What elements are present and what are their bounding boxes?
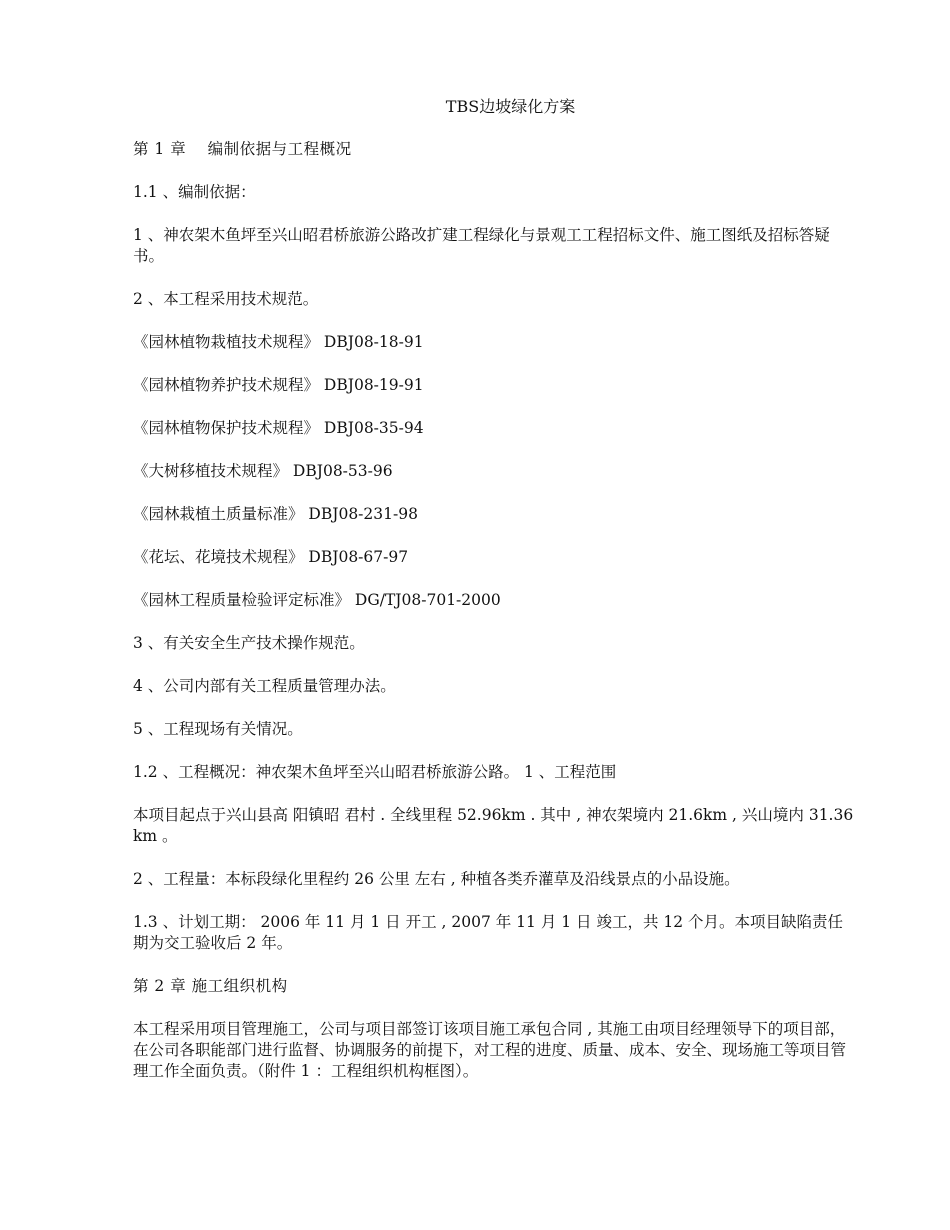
scope-paragraph: 本项目起点于兴山县高 阳镇昭 君村 . 全线里程 52.96km . 其中 , 神农架境内 21.6km , 兴山境内 31.36km 。: [133, 806, 854, 845]
basis-item-1: 1 、神农架木鱼坪至兴山昭君桥旅游公路改扩建工程绿化与景观工工程招标文件、施工图纸及招标答疑书。: [133, 226, 830, 265]
standard-item: 《园林植物养护技术规程》 DBJ08-19-91: [133, 376, 424, 394]
section-1-1-heading: 1.1 、编制依据：: [133, 183, 256, 201]
standard-item: 《花坛、花境技术规程》 DBJ08-67-97: [133, 548, 409, 566]
basis-item-2: 2 、本工程采用技术规范。: [133, 290, 319, 308]
section-1-2-heading: 1.2 、工程概况：神农架木鱼坪至兴山昭君桥旅游公路。 1 、工程范围: [133, 763, 617, 781]
chapter-1-heading: 第 1 章 编制依据与工程概况: [133, 140, 352, 158]
chapter-2-paragraph: 本工程采用项目管理施工，公司与项目部签订该项目施工承包合同 , 其施工由项目经理领导下的项目部，在公司各职能部门进行监督、协调服务的前提下，对工程的进度、质量、成本、安全、现场施工等项目管理工作全面负责。（附件 1 ：工程组织机构框图）。: [133, 1020, 847, 1080]
standard-item: 《园林植物栽植技术规程》 DBJ08-18-91: [133, 333, 424, 351]
document-title: TBS边坡绿化方案: [445, 97, 576, 116]
basis-item-3: 3 、有关安全生产技术操作规范。: [133, 634, 365, 652]
basis-item-5: 5 、工程现场有关情况。: [133, 720, 303, 738]
standard-item: 《园林栽植土质量标准》 DBJ08-231-98: [133, 505, 418, 523]
chapter-2-heading: 第 2 章 施工组织机构: [133, 977, 288, 995]
document-page: [133, 95, 858, 1104]
standard-item: 《大树移植技术规程》 DBJ08-53-96: [133, 462, 393, 480]
standard-item: 《园林工程质量检验评定标准》 DG/TJ08-701-2000: [133, 591, 501, 609]
section-1-3-paragraph: 1.3 、计划工期： 2006 年 11 月 1 日 开工 , 2007 年 11 月 1 日 竣工，共 12 个月。本项目缺陷责任期为交工验收后 2 年。: [133, 913, 844, 952]
standard-item: 《园林植物保护技术规程》 DBJ08-35-94: [133, 419, 424, 437]
quantity-paragraph: 2 、工程量：本标段绿化里程约 26 公里 左右 , 种植各类乔灌草及沿线景点的小品设施。: [133, 870, 740, 888]
basis-item-4: 4 、公司内部有关工程质量管理办法。: [133, 677, 396, 695]
